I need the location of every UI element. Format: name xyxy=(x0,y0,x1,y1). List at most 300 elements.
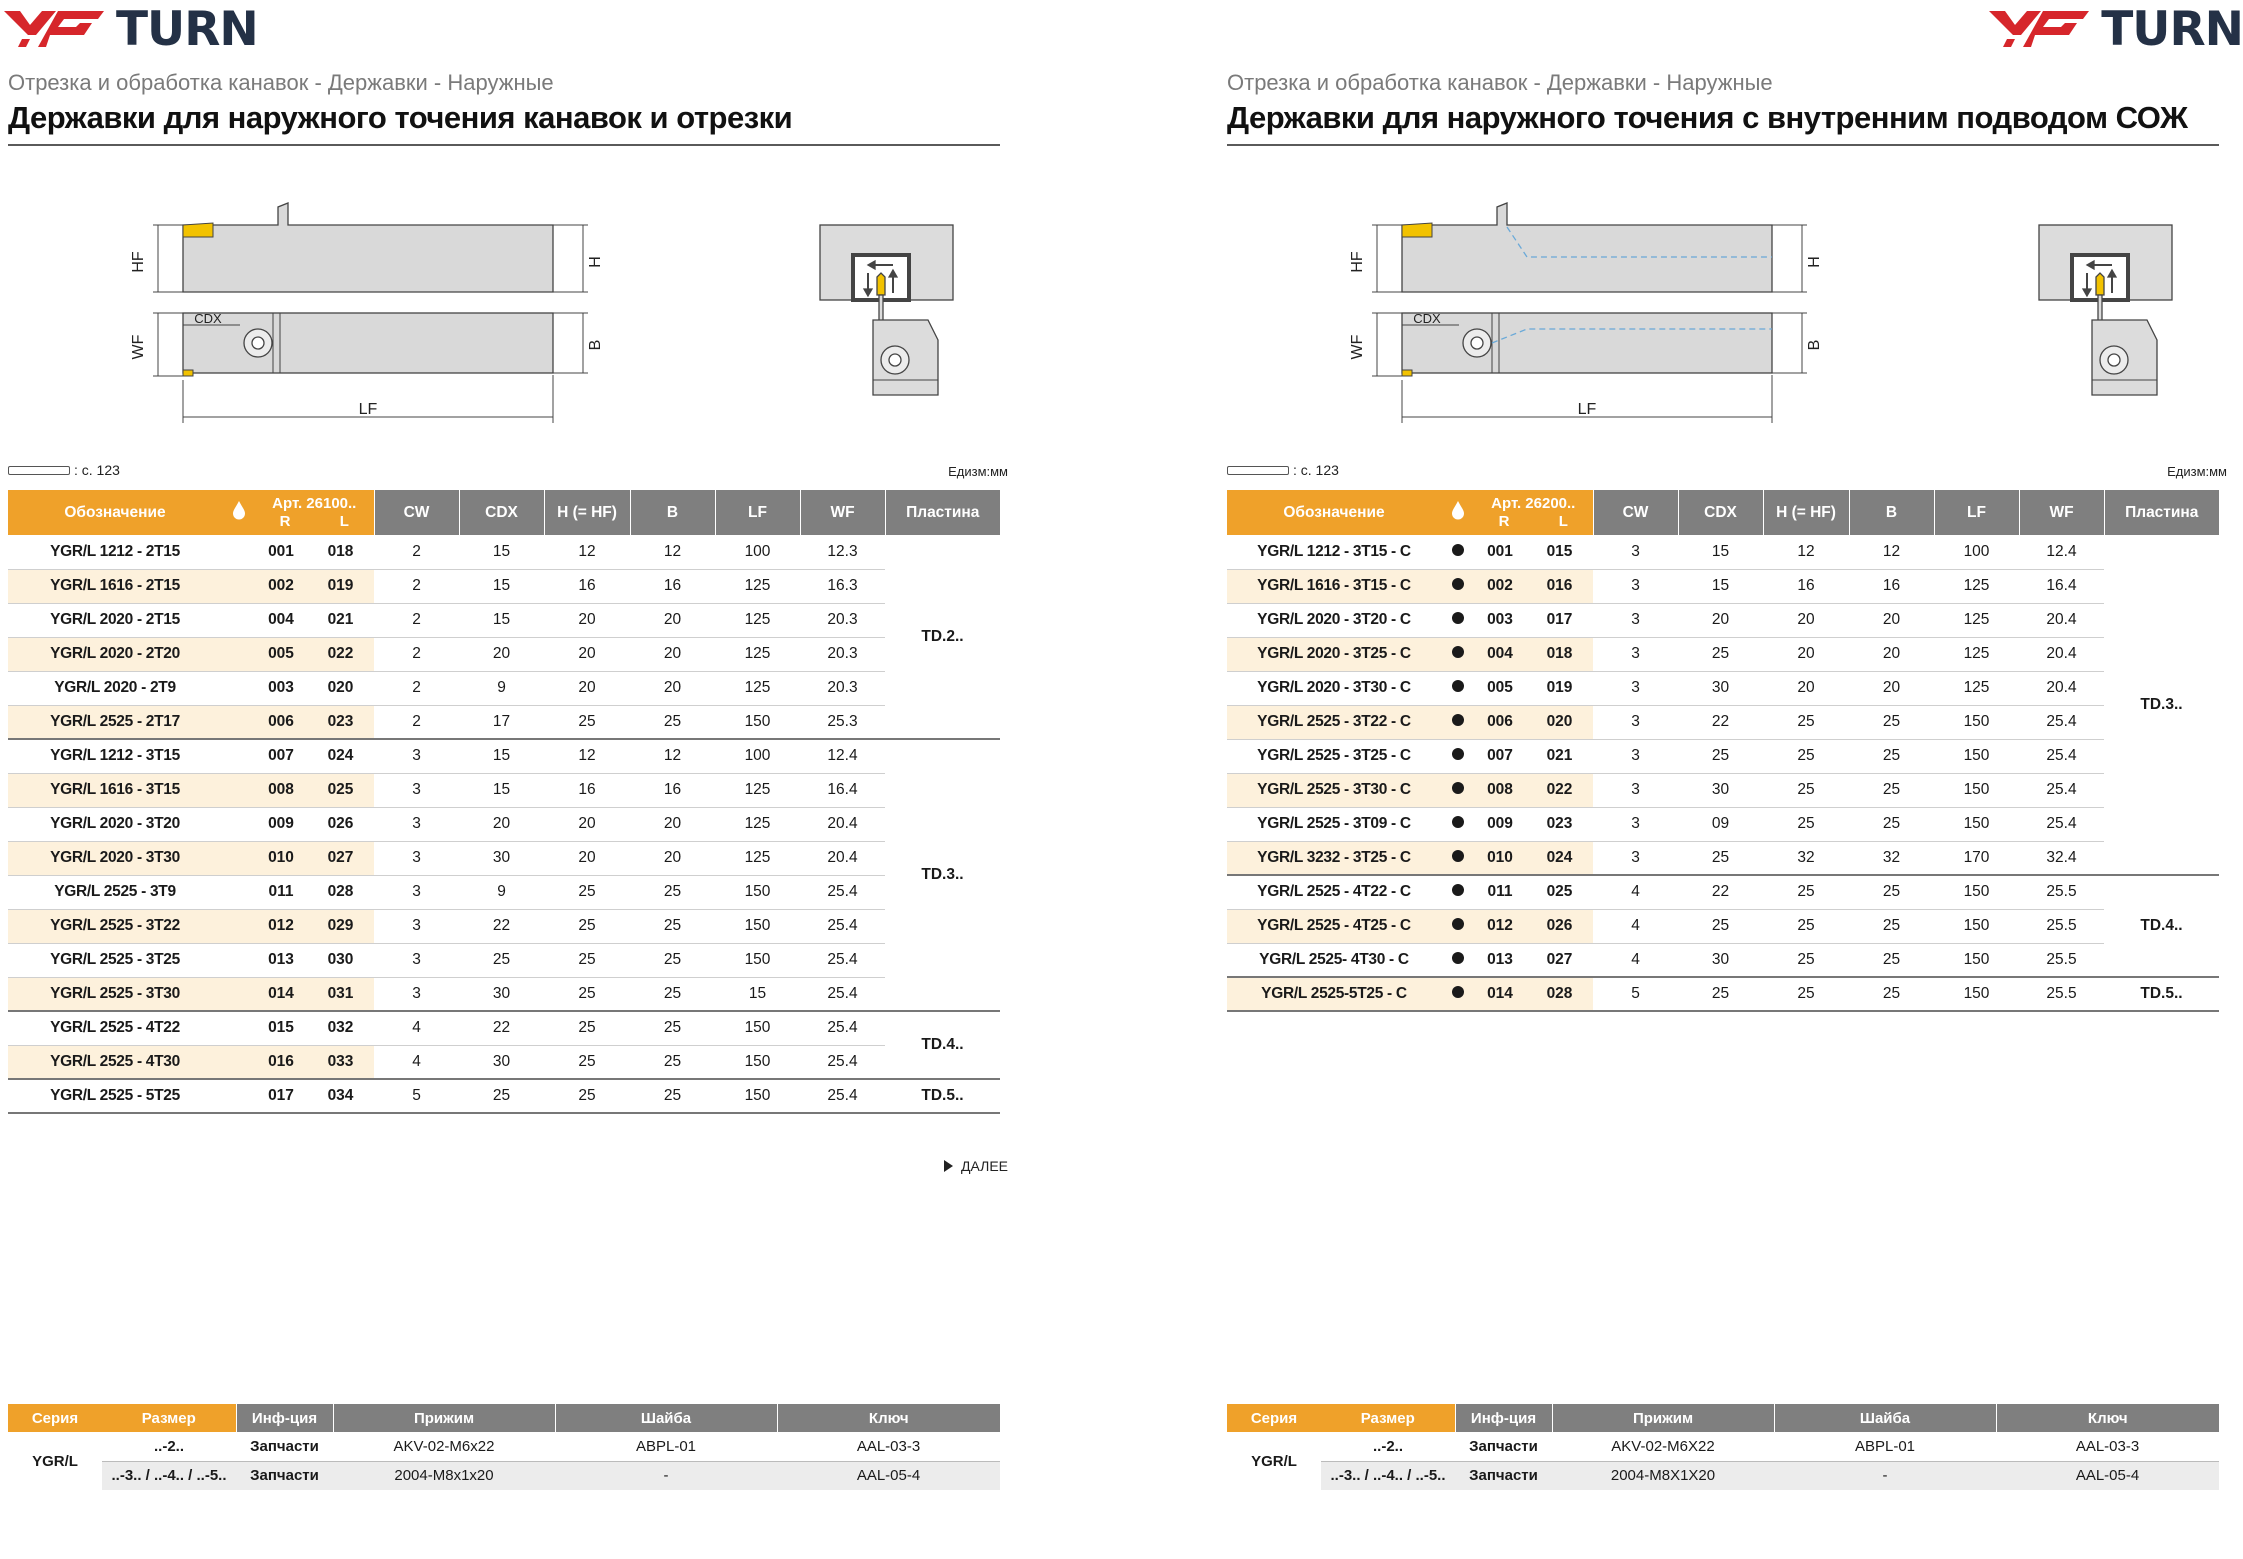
cell-designation: YGR/L 1616 - 3T15 xyxy=(8,773,222,807)
dim-h-label: H xyxy=(587,256,604,268)
logo-mark-icon xyxy=(1985,7,2105,51)
title-divider xyxy=(1227,144,2219,146)
cell-designation: YGR/L 2525 - 3T22 - C xyxy=(1227,705,1441,739)
cell-wf: 25.4 xyxy=(800,1079,885,1113)
col-h: H (= HF) xyxy=(544,490,630,535)
cell-designation: YGR/L 2020 - 3T20 xyxy=(8,807,222,841)
cell-h: 16 xyxy=(544,773,630,807)
cell-b: 25 xyxy=(630,1079,715,1113)
cell-lf: 150 xyxy=(715,875,800,909)
cell-h: 12 xyxy=(544,535,630,569)
cell-coolant-dot xyxy=(222,739,255,773)
cell-art-r: 007 xyxy=(255,739,307,773)
table-row xyxy=(8,535,1000,569)
workpiece-view xyxy=(820,225,953,395)
cell-art-l: 028 xyxy=(1526,977,1593,1011)
table-row xyxy=(8,807,1000,841)
cell-b: 12 xyxy=(1849,535,1934,569)
cell-art-l: 024 xyxy=(1526,841,1593,875)
cell-art-l: 018 xyxy=(1526,637,1593,671)
cell-art-r: 006 xyxy=(255,705,307,739)
unit-label: Едизм:мм xyxy=(948,464,1008,479)
table-row xyxy=(1227,569,2219,603)
dim-wf-label: WF xyxy=(1349,334,1366,360)
cell-wf: 20.4 xyxy=(800,841,885,875)
cell-art-l: 023 xyxy=(1526,807,1593,841)
cell-designation: YGR/L 2020 - 3T25 - C xyxy=(1227,637,1441,671)
cell-h: 32 xyxy=(1763,841,1849,875)
cell-art-l: 033 xyxy=(307,1045,374,1079)
cell-wf: 32.4 xyxy=(2019,841,2104,875)
dim-lf-label: LF xyxy=(1577,401,1597,418)
cell-cdx: 25 xyxy=(459,943,544,977)
cell-h: 16 xyxy=(544,569,630,603)
cell-lf: 125 xyxy=(1934,569,2019,603)
cell-cdx: 20 xyxy=(1678,603,1763,637)
cell-designation: YGR/L 2525 - 4T22 xyxy=(8,1011,222,1045)
insert-group: TD.5.. xyxy=(2104,977,2219,1011)
reference-note xyxy=(1227,462,1339,478)
parts-cell: AAL-05-4 xyxy=(1996,1461,2219,1490)
cell-wf: 25.4 xyxy=(800,909,885,943)
unit-label: Едизм:мм xyxy=(2167,464,2227,479)
cell-art-l: 018 xyxy=(307,535,374,569)
cell-art-r: 001 xyxy=(255,535,307,569)
cell-lf: 125 xyxy=(715,807,800,841)
cell-h: 25 xyxy=(1763,943,1849,977)
cell-h: 25 xyxy=(1763,739,1849,773)
coolant-dot-icon xyxy=(1452,986,1464,998)
insert-group: TD.3.. xyxy=(885,739,1000,1011)
parts-row xyxy=(1227,1432,2219,1461)
cell-art-r: 013 xyxy=(255,943,307,977)
spec-table xyxy=(8,490,1000,1114)
cell-cw: 3 xyxy=(374,841,459,875)
coolant-dot-icon xyxy=(1452,918,1464,930)
parts-cell: Запчасти xyxy=(236,1461,333,1490)
cell-cdx: 22 xyxy=(459,909,544,943)
cell-art-l: 021 xyxy=(1526,739,1593,773)
coolant-drop-icon xyxy=(232,500,246,520)
cell-wf: 20.4 xyxy=(2019,603,2104,637)
table-row xyxy=(1227,977,2219,1011)
cell-designation: YGR/L 2020 - 3T30 - C xyxy=(1227,671,1441,705)
cell-coolant-dot xyxy=(222,773,255,807)
cell-art-l: 021 xyxy=(307,603,374,637)
cell-cw: 2 xyxy=(374,535,459,569)
col-art-label: Арт. 26200.. xyxy=(1491,495,1576,513)
cell-cdx: 15 xyxy=(459,773,544,807)
cell-lf: 150 xyxy=(1934,773,2019,807)
spec-table xyxy=(1227,490,2219,1012)
cell-lf: 150 xyxy=(715,1045,800,1079)
cell-art-r: 010 xyxy=(255,841,307,875)
cell-b: 25 xyxy=(1849,705,1934,739)
cell-art-l: 026 xyxy=(1526,909,1593,943)
insert-group: TD.5.. xyxy=(885,1079,1000,1113)
cell-art-l: 022 xyxy=(307,637,374,671)
cell-cdx: 15 xyxy=(459,603,544,637)
coolant-drop-icon xyxy=(1451,500,1465,520)
col-cw: CW xyxy=(1593,490,1678,535)
table-row xyxy=(8,569,1000,603)
cell-lf: 125 xyxy=(715,773,800,807)
cell-designation: YGR/L 1212 - 3T15 - C xyxy=(1227,535,1441,569)
cell-designation: YGR/L 2525 - 3T09 - C xyxy=(1227,807,1441,841)
cell-designation: YGR/L 2525 - 4T30 xyxy=(8,1045,222,1079)
reference-page: : с. 123 xyxy=(74,462,120,478)
cell-art-l: 025 xyxy=(1526,875,1593,909)
cell-designation: YGR/L 2525 - 3T25 - C xyxy=(1227,739,1441,773)
cell-art-r: 006 xyxy=(1474,705,1526,739)
cell-cdx: 25 xyxy=(1678,739,1763,773)
cell-cw: 2 xyxy=(374,705,459,739)
next-label: ДАЛЕЕ xyxy=(961,1158,1008,1174)
spec-table-header xyxy=(8,490,1000,535)
cell-art-r: 003 xyxy=(1474,603,1526,637)
cell-designation: YGR/L 2525 - 3T30 - C xyxy=(1227,773,1441,807)
cell-designation: YGR/L 1212 - 3T15 xyxy=(8,739,222,773)
cell-art-l: 022 xyxy=(1526,773,1593,807)
cell-art-r: 016 xyxy=(255,1045,307,1079)
cell-art-r: 003 xyxy=(255,671,307,705)
cell-wf: 25.3 xyxy=(800,705,885,739)
cell-art-r: 015 xyxy=(255,1011,307,1045)
cell-cw: 3 xyxy=(1593,603,1678,637)
parts-cell: 2004-M8x1x20 xyxy=(333,1461,555,1490)
cell-h: 25 xyxy=(1763,909,1849,943)
col-art-l: L xyxy=(1558,512,1568,530)
parts-cell: ..-2.. xyxy=(1321,1432,1455,1461)
brand-logo xyxy=(1985,2,2243,56)
cell-b: 20 xyxy=(1849,637,1934,671)
cell-art-r: 001 xyxy=(1474,535,1526,569)
breadcrumb: Отрезка и обработка канавок - Державки - Наружные xyxy=(8,70,554,95)
parts-cell: ..-3.. / ..-4.. / ..-5.. xyxy=(102,1461,236,1490)
cell-coolant-dot xyxy=(1441,637,1474,671)
cell-cw: 3 xyxy=(1593,637,1678,671)
coolant-dot-icon xyxy=(1452,952,1464,964)
cell-lf: 150 xyxy=(715,1079,800,1113)
cell-art-l: 019 xyxy=(307,569,374,603)
cell-cw: 3 xyxy=(1593,739,1678,773)
cell-art-r: 012 xyxy=(255,909,307,943)
cell-coolant-dot xyxy=(1441,807,1474,841)
cell-cdx: 20 xyxy=(459,807,544,841)
parts-row xyxy=(1227,1461,2219,1490)
col-coolant xyxy=(222,490,255,535)
cell-wf: 25.4 xyxy=(800,875,885,909)
cell-cw: 3 xyxy=(1593,569,1678,603)
table-row xyxy=(8,671,1000,705)
parts-series: YGR/L xyxy=(32,1452,78,1470)
cell-art-l: 020 xyxy=(307,671,374,705)
cell-b: 32 xyxy=(1849,841,1934,875)
parts-cell: AKV-02-M6X22 xyxy=(1552,1432,1774,1461)
table-row xyxy=(1227,807,2219,841)
cell-art-r: 005 xyxy=(1474,671,1526,705)
cell-h: 25 xyxy=(1763,875,1849,909)
table-row xyxy=(1227,943,2219,977)
cell-b: 25 xyxy=(1849,977,1934,1011)
cell-lf: 150 xyxy=(715,909,800,943)
col-art-r: R xyxy=(1498,512,1510,530)
spare-parts-table xyxy=(1227,1404,2219,1490)
cell-b: 25 xyxy=(1849,943,1934,977)
parts-col: Серия xyxy=(8,1404,102,1432)
table-row xyxy=(8,977,1000,1011)
table-row xyxy=(8,603,1000,637)
cell-cdx: 15 xyxy=(1678,535,1763,569)
cell-designation: YGR/L 1212 - 2T15 xyxy=(8,535,222,569)
cell-coolant-dot xyxy=(1441,569,1474,603)
cell-cdx: 30 xyxy=(459,1045,544,1079)
cell-coolant-dot xyxy=(1441,535,1474,569)
cell-lf: 100 xyxy=(715,739,800,773)
cell-cw: 3 xyxy=(1593,671,1678,705)
next-link[interactable] xyxy=(944,1158,1008,1174)
cell-h: 25 xyxy=(544,1079,630,1113)
coolant-dot-icon xyxy=(1452,884,1464,896)
cell-coolant-dot xyxy=(1441,841,1474,875)
cell-lf: 125 xyxy=(715,569,800,603)
cell-cw: 3 xyxy=(374,977,459,1011)
cell-coolant-dot xyxy=(1441,603,1474,637)
cell-designation: YGR/L 2020 - 2T15 xyxy=(8,603,222,637)
cell-cw: 3 xyxy=(374,807,459,841)
cell-h: 25 xyxy=(544,705,630,739)
cell-designation: YGR/L 2020 - 3T30 xyxy=(8,841,222,875)
side-view xyxy=(183,203,553,373)
cell-cw: 2 xyxy=(374,569,459,603)
cell-designation: YGR/L 2525-5T25 - C xyxy=(1227,977,1441,1011)
cell-designation: YGR/L 3232 - 3T25 - C xyxy=(1227,841,1441,875)
cell-cdx: 30 xyxy=(1678,943,1763,977)
cell-art-l: 017 xyxy=(1526,603,1593,637)
cell-art-r: 011 xyxy=(255,875,307,909)
table-row xyxy=(8,875,1000,909)
cell-h: 20 xyxy=(544,637,630,671)
parts-col: Прижим xyxy=(1552,1404,1774,1432)
table-row xyxy=(8,1011,1000,1045)
col-b: B xyxy=(630,490,715,535)
col-lf: LF xyxy=(1934,490,2019,535)
parts-cell: AKV-02-M6x22 xyxy=(333,1432,555,1461)
dim-lf-label: LF xyxy=(358,401,378,418)
parts-cell: AAL-03-3 xyxy=(777,1432,1000,1461)
parts-cell: ..-3.. / ..-4.. / ..-5.. xyxy=(1321,1461,1455,1490)
table-row xyxy=(1227,875,2219,909)
cell-b: 25 xyxy=(630,1011,715,1045)
insert-group: TD.3.. xyxy=(2104,535,2219,875)
cell-lf: 125 xyxy=(715,841,800,875)
cell-b: 25 xyxy=(630,875,715,909)
cell-cw: 3 xyxy=(1593,535,1678,569)
cell-coolant-dot xyxy=(1441,943,1474,977)
cell-cdx: 9 xyxy=(459,671,544,705)
cell-wf: 25.4 xyxy=(800,943,885,977)
cell-art-l: 020 xyxy=(1526,705,1593,739)
parts-col: Прижим xyxy=(333,1404,555,1432)
cell-coolant-dot xyxy=(222,535,255,569)
cell-h: 25 xyxy=(544,1045,630,1079)
cell-lf: 150 xyxy=(1934,977,2019,1011)
cell-designation: YGR/L 2525 - 3T9 xyxy=(8,875,222,909)
cell-coolant-dot xyxy=(222,875,255,909)
col-cw: CW xyxy=(374,490,459,535)
cell-lf: 125 xyxy=(1934,671,2019,705)
table-row xyxy=(1227,603,2219,637)
cell-coolant-dot xyxy=(222,705,255,739)
col-designation: Обозначение xyxy=(8,490,222,535)
cell-lf: 125 xyxy=(1934,603,2019,637)
cell-h: 25 xyxy=(544,909,630,943)
cell-coolant-dot xyxy=(1441,875,1474,909)
cell-cw: 5 xyxy=(1593,977,1678,1011)
insert-group: TD.2.. xyxy=(885,535,1000,739)
cell-art-r: 004 xyxy=(1474,637,1526,671)
cell-art-r: 007 xyxy=(1474,739,1526,773)
col-art xyxy=(1474,490,1593,535)
table-row xyxy=(1227,841,2219,875)
cell-b: 25 xyxy=(630,1045,715,1079)
cell-h: 25 xyxy=(1763,977,1849,1011)
col-insert: Пластина xyxy=(885,490,1000,535)
cell-cw: 3 xyxy=(1593,705,1678,739)
parts-cell: Запчасти xyxy=(236,1432,333,1461)
cell-designation: YGR/L 1616 - 3T15 - C xyxy=(1227,569,1441,603)
cell-designation: YGR/L 2525- 4T30 - C xyxy=(1227,943,1441,977)
cell-art-l: 027 xyxy=(1526,943,1593,977)
col-cdx: CDX xyxy=(1678,490,1763,535)
reference-note xyxy=(8,462,120,478)
cell-cw: 3 xyxy=(1593,773,1678,807)
page-title: Державки для наружного точения с внутренним подводом СОЖ xyxy=(1227,100,2188,135)
cell-b: 20 xyxy=(630,603,715,637)
cell-art-l: 031 xyxy=(307,977,374,1011)
page-title: Державки для наружного точения канавок и отрезки xyxy=(8,100,793,135)
table-row xyxy=(1227,535,2219,569)
cell-wf: 12.4 xyxy=(800,739,885,773)
cell-cdx: 25 xyxy=(1678,841,1763,875)
cell-b: 25 xyxy=(1849,909,1934,943)
table-row xyxy=(8,1045,1000,1079)
cell-cdx: 25 xyxy=(1678,637,1763,671)
cell-coolant-dot xyxy=(222,807,255,841)
cell-wf: 20.4 xyxy=(2019,637,2104,671)
cell-designation: YGR/L 2525 - 3T22 xyxy=(8,909,222,943)
cell-wf: 25.5 xyxy=(2019,909,2104,943)
cell-cw: 4 xyxy=(374,1011,459,1045)
table-row xyxy=(1227,705,2219,739)
dim-h-label: H xyxy=(1806,256,1823,268)
cell-cw: 3 xyxy=(374,773,459,807)
cell-art-r: 009 xyxy=(255,807,307,841)
cell-art-r: 010 xyxy=(1474,841,1526,875)
cell-coolant-dot xyxy=(1441,705,1474,739)
cell-art-r: 013 xyxy=(1474,943,1526,977)
col-b: B xyxy=(1849,490,1934,535)
cell-b: 25 xyxy=(630,909,715,943)
dim-b-label: B xyxy=(587,339,604,351)
cell-wf: 25.4 xyxy=(2019,773,2104,807)
cell-wf: 25.4 xyxy=(800,977,885,1011)
cell-cw: 4 xyxy=(1593,943,1678,977)
col-lf: LF xyxy=(715,490,800,535)
cell-h: 20 xyxy=(1763,603,1849,637)
cell-lf: 125 xyxy=(715,603,800,637)
cell-lf: 150 xyxy=(715,943,800,977)
cell-art-r: 014 xyxy=(255,977,307,1011)
cell-art-l: 026 xyxy=(307,807,374,841)
cell-h: 25 xyxy=(544,943,630,977)
parts-col: Инф-ция xyxy=(236,1404,333,1432)
title-divider xyxy=(8,144,1000,146)
cell-coolant-dot xyxy=(1441,909,1474,943)
cell-wf: 25.4 xyxy=(2019,807,2104,841)
cell-coolant-dot xyxy=(1441,773,1474,807)
cell-art-r: 004 xyxy=(255,603,307,637)
col-insert: Пластина xyxy=(2104,490,2219,535)
cell-cdx: 15 xyxy=(1678,569,1763,603)
cell-coolant-dot xyxy=(1441,671,1474,705)
coolant-dot-icon xyxy=(1452,850,1464,862)
cell-wf: 12.3 xyxy=(800,535,885,569)
cell-h: 25 xyxy=(544,1011,630,1045)
cell-wf: 20.3 xyxy=(800,603,885,637)
cell-b: 16 xyxy=(1849,569,1934,603)
cell-lf: 150 xyxy=(1934,705,2019,739)
cell-coolant-dot xyxy=(222,603,255,637)
cell-b: 12 xyxy=(630,535,715,569)
cell-cdx: 22 xyxy=(1678,875,1763,909)
parts-col: Размер xyxy=(1321,1404,1455,1432)
parts-row xyxy=(8,1432,1000,1461)
cell-cw: 3 xyxy=(374,739,459,773)
table-row xyxy=(8,739,1000,773)
cell-cw: 2 xyxy=(374,637,459,671)
table-row xyxy=(1227,671,2219,705)
cell-lf: 170 xyxy=(1934,841,2019,875)
table-row xyxy=(8,943,1000,977)
cell-designation: YGR/L 1616 - 2T15 xyxy=(8,569,222,603)
cell-art-r: 005 xyxy=(255,637,307,671)
cell-wf: 20.4 xyxy=(2019,671,2104,705)
cell-b: 25 xyxy=(630,943,715,977)
cell-wf: 25.5 xyxy=(2019,875,2104,909)
dim-cdx-label: CDX xyxy=(194,311,222,326)
cell-cw: 3 xyxy=(374,909,459,943)
cell-lf: 125 xyxy=(1934,637,2019,671)
cell-lf: 150 xyxy=(1934,807,2019,841)
parts-col: Ключ xyxy=(1996,1404,2219,1432)
cell-b: 16 xyxy=(630,773,715,807)
cell-coolant-dot xyxy=(222,671,255,705)
cell-b: 25 xyxy=(1849,875,1934,909)
col-h: H (= HF) xyxy=(1763,490,1849,535)
col-designation: Обозначение xyxy=(1227,490,1441,535)
cell-art-l: 027 xyxy=(307,841,374,875)
cell-art-r: 011 xyxy=(1474,875,1526,909)
cell-cdx: 09 xyxy=(1678,807,1763,841)
workpiece-view xyxy=(2039,225,2172,395)
cell-h: 12 xyxy=(1763,535,1849,569)
logo-wordmark: TURN xyxy=(116,1,258,57)
cell-cdx: 30 xyxy=(1678,671,1763,705)
cell-h: 20 xyxy=(544,807,630,841)
cell-h: 20 xyxy=(544,671,630,705)
dim-hf-label: HF xyxy=(130,251,147,273)
